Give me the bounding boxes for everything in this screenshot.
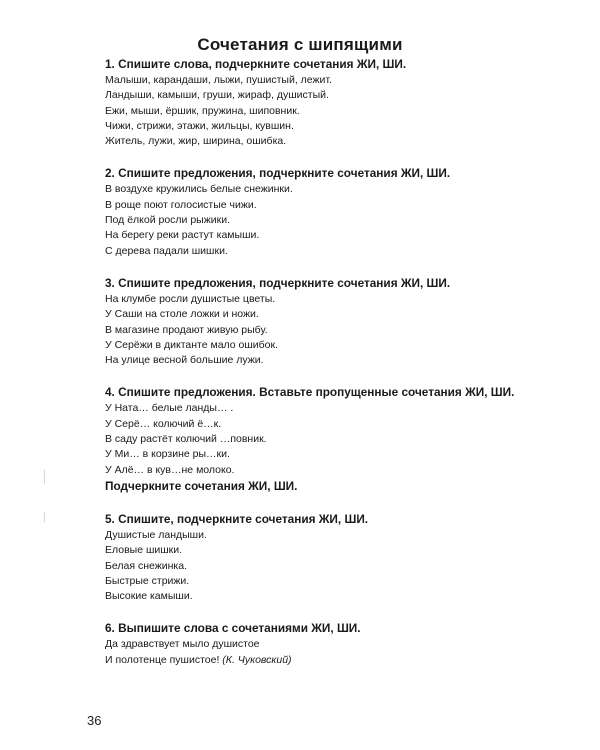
exercise-4 [105,384,575,494]
exercise-heading: 5. Спишите, подчеркните сочетания ЖИ, ШИ. [105,511,369,526]
exercise-line: Ландыши, камыши, груши, жираф, душистый. [105,89,329,102]
exercise-line: У Алё… в кув…не молоко. [105,463,235,476]
exercise-5 [105,511,575,604]
exercise-line: У Ната… белые ланды… . [105,402,234,415]
exercise-line: У Серёжи в диктанте мало ошибок. [105,338,279,351]
exercise-heading: 4. Спишите предложения. Вставьте пропущенные сочетания ЖИ, ШИ. [105,385,515,400]
exercise-line: Под ёлкой росли рыжики. [105,214,230,227]
poem-line-with-attribution [105,653,575,668]
exercise-line: У Саши на столе ложки и ножи. [105,308,259,321]
exercise-line: На клумбе росли душистые цветы. [105,292,276,305]
exercise-line: Малыши, карандаши, лыжи, пушистый, лежит. [105,74,332,86]
exercise-line: Еловые шишки. [105,544,183,557]
exercise-line: В воздухе кружились белые снежинки. [105,183,293,196]
exercise-instruction: Подчеркните сочетания ЖИ, ШИ. [105,478,298,493]
exercise-line: Высокие камыши. [105,590,193,603]
exercise-line: У Серё… колючий ё…к. [105,417,222,430]
exercise-heading: 3. Спишите предложения, подчеркните сочетания ЖИ, ШИ. [105,275,451,290]
exercise-line: На улице весной большие лужи. [105,354,264,367]
poem-line: Да здравствует мыло душистое [105,638,260,651]
exercise-line: Душистые ландыши. [105,528,207,541]
exercise-line: У Ми… в корзине ры…ки. [105,448,230,461]
poem-attribution: (К. Чуковский) [222,653,292,666]
exercise-line: На берегу реки растут камыши. [105,229,260,242]
exercise-line: В саду растёт колючий …повник. [105,433,267,446]
exercise-line: В роще поют голосистые чижи. [105,198,257,211]
exercise-line: Белая снежинка. [105,559,187,572]
exercise-line: Ежи, мыши, ёршик, пружина, шиповник. [105,104,300,117]
margin-speck [44,470,45,484]
exercise-heading: 1. Спишите слова, подчеркните сочетания ЖИ, ШИ. [105,57,407,71]
exercise-line: В магазине продают живую рыбу. [105,323,268,336]
exercise-line: Чижи, стрижи, этажи, жильцы, кувшин. [105,119,294,132]
margin-speck [44,512,45,522]
poem-line: И полотенце пушистое! [105,653,220,666]
exercise-line: Быстрые стрижи. [105,574,190,587]
exercise-heading: 6. Выпишите слова с сочетаниями ЖИ, ШИ. [105,621,361,636]
exercise-list [105,56,575,684]
exercise-line: С дерева падали шишки. [105,244,228,257]
exercise-heading: 2. Спишите предложения, подчеркните сочетания ЖИ, ШИ. [105,166,451,181]
page-number: 36 [87,713,102,728]
exercise-3 [105,275,575,368]
exercise-2 [105,165,575,258]
exercise-1 [105,56,575,149]
page-title: Сочетания с шипящими [197,35,403,54]
exercise-6 [105,620,575,668]
exercise-line: Житель, лужи, жир, ширина, ошибка. [105,135,287,148]
